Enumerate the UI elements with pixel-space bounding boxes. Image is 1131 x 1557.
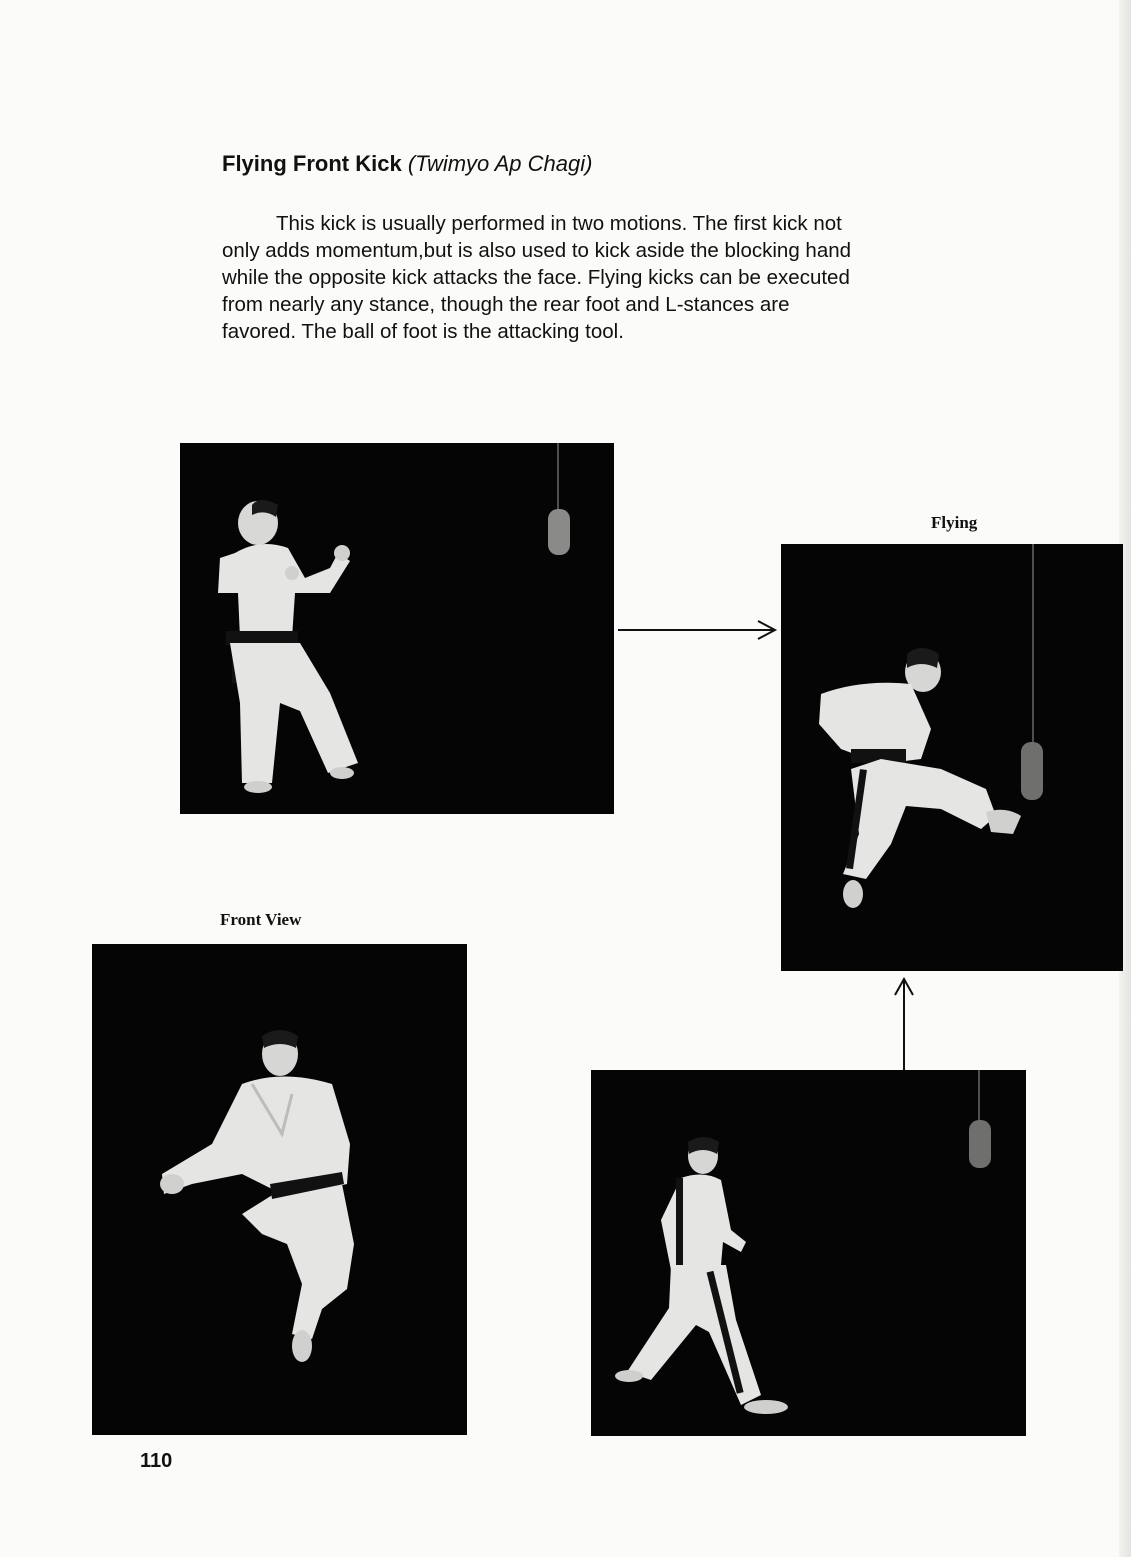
heading-korean-name: (Twimyo Ap Chagi): [407, 151, 593, 176]
paragraph-line: only adds momentum,but is also used to kick aside the blocking hand: [222, 239, 852, 262]
photo-flying: [781, 544, 1123, 971]
photo-ready-stance: [180, 443, 614, 814]
page-number: 110: [140, 1450, 173, 1472]
paragraph-line: This kick is usually performed in two motions. The first kick not: [276, 212, 842, 235]
paragraph-line: while the opposite kick attacks the face. Flying kicks can be executed: [222, 266, 850, 289]
photo-front-view: [92, 944, 467, 1435]
caption-front-view: Front View: [220, 910, 302, 929]
arrow-right-icon: [618, 620, 778, 640]
body-paragraph: [222, 210, 1005, 345]
arrow-up-icon: [894, 977, 914, 1070]
paragraph-line: from nearly any stance, though the rear foot and L-stances are: [222, 293, 790, 316]
photo-approach-stance: [591, 1070, 1026, 1436]
paragraph-line: favored. The ball of foot is the attacking tool.: [222, 320, 624, 343]
section-heading: [222, 151, 592, 177]
caption-flying: Flying: [931, 513, 978, 532]
heading-title: Flying Front Kick: [222, 151, 402, 176]
